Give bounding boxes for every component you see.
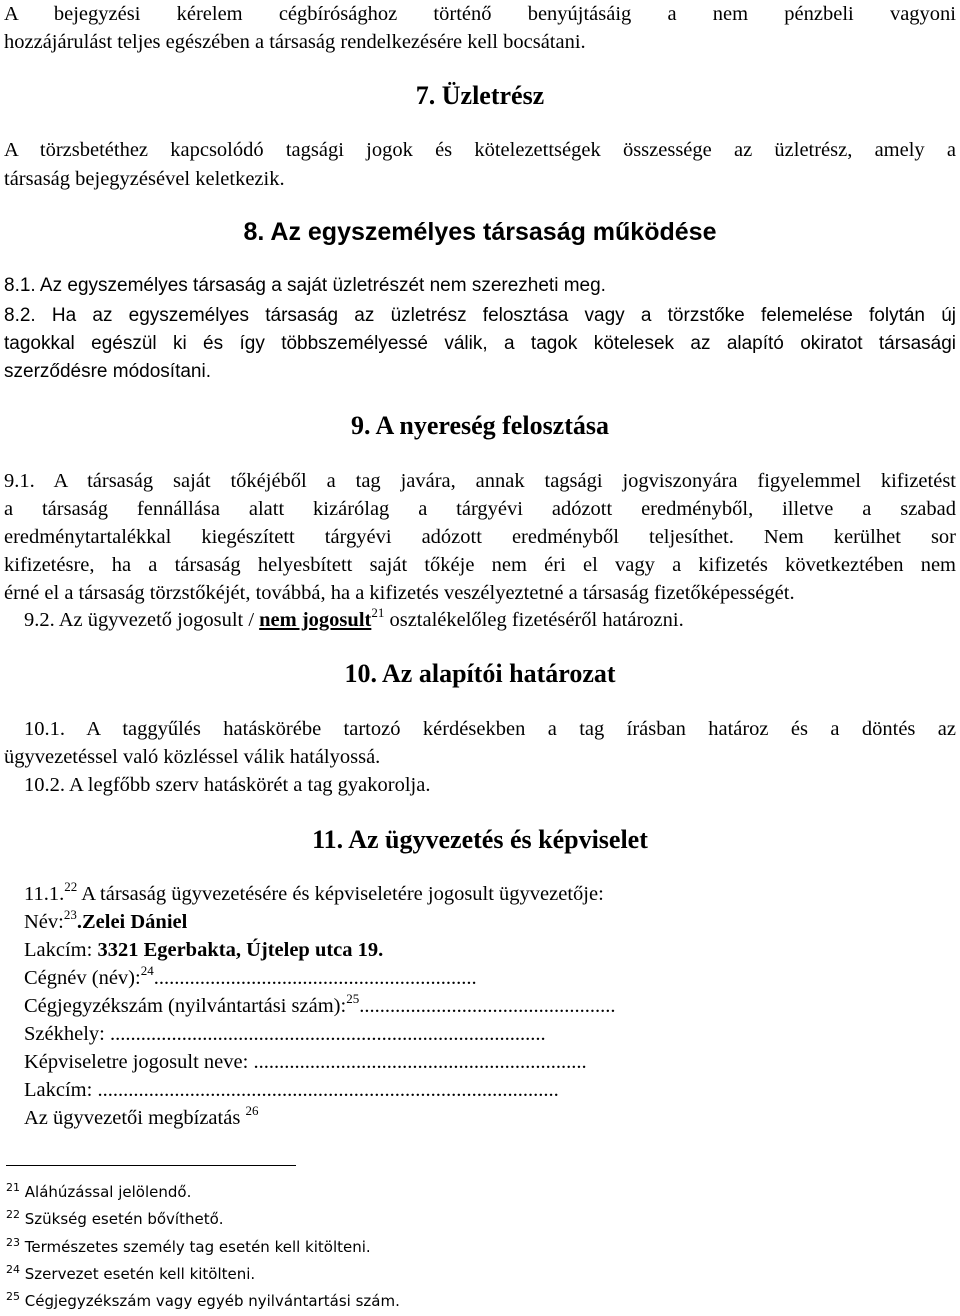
footnote-ref-26: 26: [245, 1103, 259, 1118]
footnote-text: Aláhúzással jelölendő.: [24, 1183, 192, 1201]
section-9-p1-line-2: a társaság fennállása alatt kizárólag a tárgyévi adózott eredményből, illetve a szabad: [4, 498, 956, 520]
field-name: [24, 908, 956, 936]
section-10-p2: 10.2. A legfőbb szerv hatáskörét a tag gyakorolja.: [24, 774, 431, 796]
footnote-21: [6, 1182, 191, 1202]
section-9-title: 9. A nyereség felosztása: [350, 411, 610, 440]
field-rep-address: [24, 1076, 956, 1104]
footnote-ref-25: 25: [346, 991, 360, 1006]
section-11-p1-text: A társaság ügyvezetésére és képviseletére jogosult ügyvezetője:: [77, 883, 604, 905]
field-company-value: ...............................................................: [153, 967, 477, 989]
field-regno-value: ..................................................: [359, 995, 616, 1017]
footnote-text: Cégjegyzékszám vagy egyéb nyilvántartási szám.: [24, 1292, 400, 1310]
intro-line-2: hozzájárulást teljes egészében a társaság rendelkezésére kell bocsátani.: [4, 31, 586, 53]
section-7-line-1: A törzsbetéthez kapcsolódó tagsági jogok és kötelezettségek összessége az üzletrész, amely a: [4, 139, 956, 161]
section-10-p1-line-1: 10.1. A taggyűlés hatáskörébe tartozó kérdésekben a tag írásban határoz és a döntés az: [24, 718, 956, 740]
section-10-p1-line-2: ügyvezetéssel való közléssel válik hatályossá.: [4, 746, 381, 768]
field-representative-label: Képviseletre jogosult neve:: [24, 1051, 254, 1073]
section-8-p1: 8.1. Az egyszemélyes társaság a saját üzletrészét nem szerezheti meg.: [4, 275, 606, 296]
footnote-ref-21: 21: [371, 605, 385, 620]
footnote-number: 22: [6, 1208, 20, 1221]
field-rep-address-value: ..........................................................................................: [97, 1079, 559, 1101]
field-name-label: Név:: [24, 911, 64, 933]
footnote-number: 23: [6, 1236, 20, 1249]
section-7-line-2: társaság bejegyzésével keletkezik.: [4, 168, 285, 190]
field-seat: [24, 1020, 956, 1048]
footnote-ref-23: 23: [63, 907, 77, 922]
section-9-p1-line-3: eredménytartalékkal kiegészített tárgyévi adózott eredményből teljesíthet. Nem kerülhet sor: [4, 526, 956, 548]
footnote-ref-22: 22: [64, 879, 78, 894]
section-9-p2-after: osztalékelőleg fizetéséről határozni.: [384, 609, 684, 631]
field-mandate: [24, 1104, 956, 1132]
section-11-title: 11. Az ügyvezetés és képviselet: [312, 825, 648, 854]
footnote-separator: [6, 1165, 296, 1166]
section-7-title: 7. Üzletrész: [415, 81, 545, 110]
footnote-number: 24: [6, 1263, 20, 1276]
section-10-title: 10. Az alapítói határozat: [344, 659, 616, 688]
footnote-ref-24: 24: [140, 963, 154, 978]
footnote-text: Szervezet esetén kell kitölteni.: [24, 1265, 256, 1283]
field-address: [24, 936, 956, 964]
field-company: [24, 964, 956, 992]
section-11-p1: [24, 880, 956, 908]
footnote-text: Természetes személy tag esetén kell kitölteni.: [24, 1238, 371, 1256]
section-9-p1-line-4: kifizetésre, ha a társaság helyesbített saját tőkéje nem éri el vagy a kifizetés következtében nem: [4, 554, 956, 576]
section-8-p2-line-3: szerződésre módosítani.: [4, 361, 211, 382]
intro-line-1: A bejegyzési kérelem cégbírósághoz történő benyújtásáig a nem pénzbeli vagyoni: [4, 3, 956, 25]
field-representative-value: .................................................................: [253, 1051, 587, 1073]
field-name-value: .Zelei Dániel: [76, 911, 188, 933]
footnote-24: [6, 1264, 255, 1284]
field-representative: [24, 1048, 956, 1076]
field-address-value: 3321 Egerbakta, Újtelep utca 19.: [97, 939, 384, 961]
section-9-p2-underlined: nem jogosult: [259, 609, 372, 631]
footnote-25: [6, 1291, 400, 1311]
field-regno-label: Cégjegyzékszám (nyilvántartási szám):: [24, 995, 347, 1017]
section-9-p1-line-1: 9.1. A társaság saját tőkéjéből a tag javára, annak tagsági jogviszonyára figyelemmel kifizetést: [4, 470, 956, 492]
footnote-23: [6, 1237, 371, 1257]
field-company-label: Cégnév (név):: [24, 967, 141, 989]
section-9-p2-before: 9.2. Az ügyvezető jogosult /: [24, 609, 260, 631]
footnote-text: Szükség esetén bővíthető.: [24, 1210, 224, 1228]
field-seat-label: Székhely:: [24, 1023, 110, 1045]
section-9-p1-line-5: érné el a társaság törzstőkéjét, továbbá, ha a kifizetés veszélyeztetné a társaság fizetőképességét.: [4, 582, 795, 604]
section-8-p2-line-2: tagokkal egészül ki és így többszemélyessé válik, a tagok kötelesek az alapító okiratot társasági: [4, 333, 956, 354]
footnote-number: 21: [6, 1181, 20, 1194]
field-address-label: Lakcím:: [24, 939, 98, 961]
section-9-p2: [24, 606, 956, 634]
section-11-p1-prefix: 11.1.: [24, 883, 65, 905]
section-8-title: 8. Az egyszemélyes társaság működése: [243, 218, 717, 246]
footnote-number: 25: [6, 1290, 20, 1303]
field-regno: [24, 992, 956, 1020]
footnote-22: [6, 1209, 224, 1229]
section-8-p2-line-1: 8.2. Ha az egyszemélyes társaság az üzletrész felosztása vagy a törzstőke felemelése folytán új: [4, 305, 956, 326]
field-rep-address-label: Lakcím:: [24, 1079, 98, 1101]
field-seat-value: .....................................................................................: [109, 1023, 546, 1045]
field-mandate-label: Az ügyvezetői megbízatás: [24, 1107, 241, 1129]
